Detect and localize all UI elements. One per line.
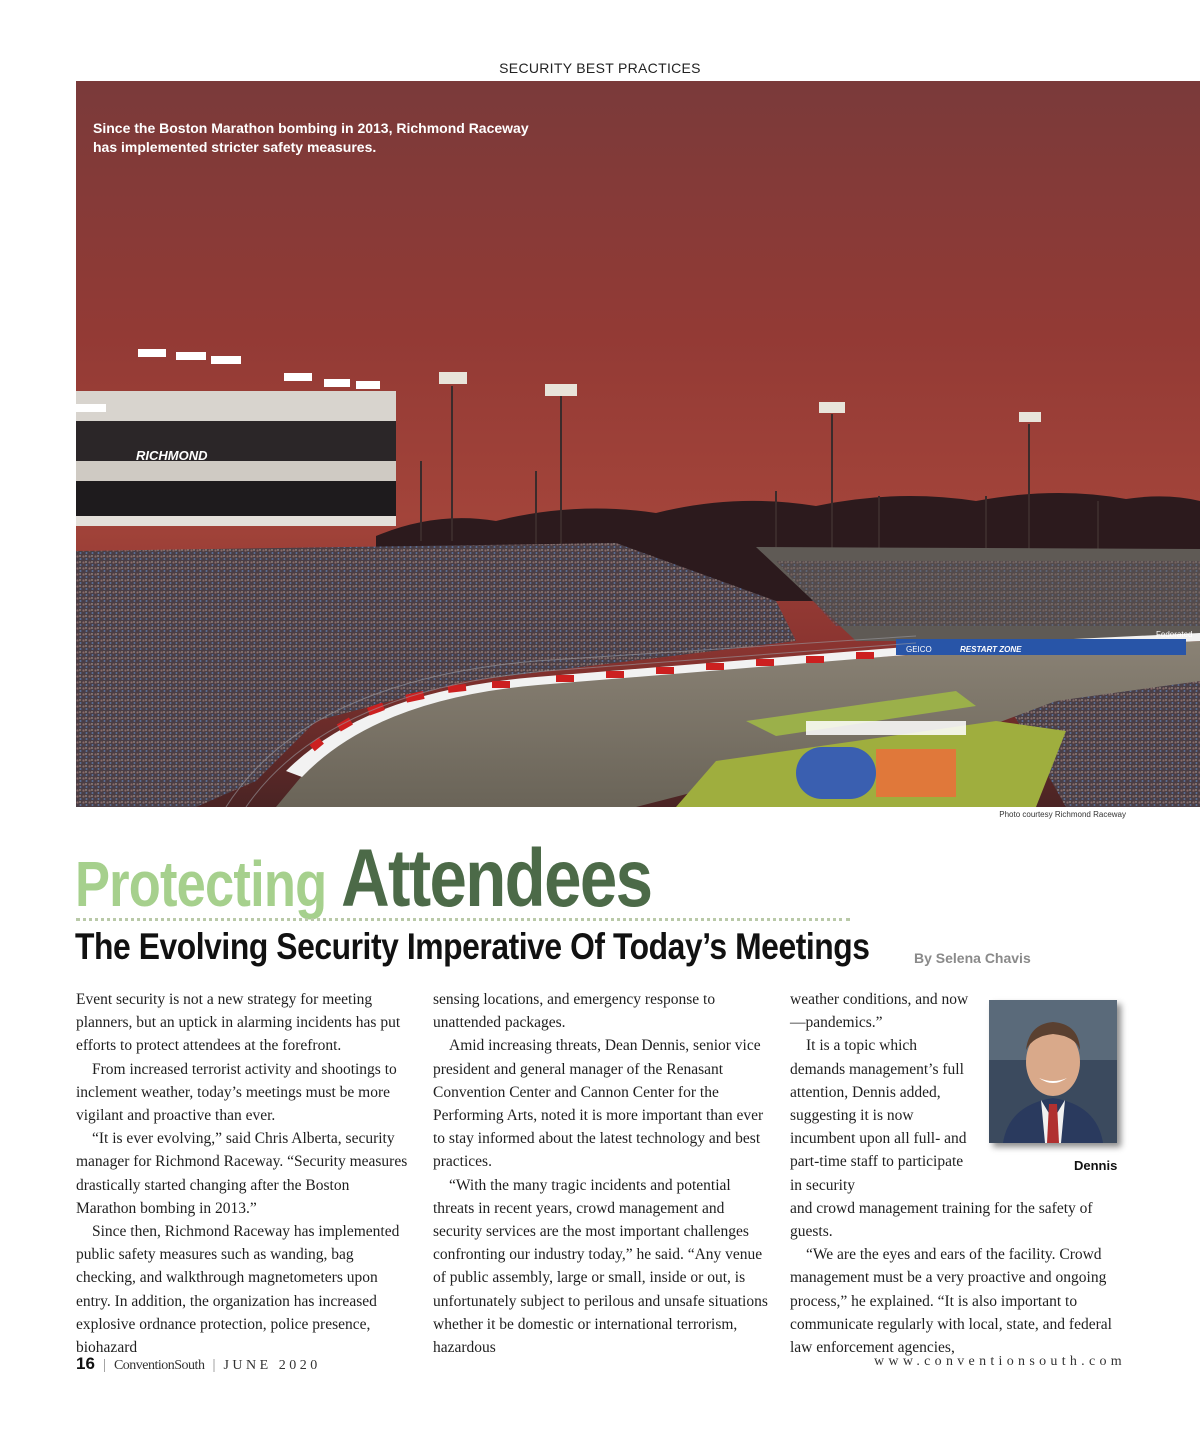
paragraph: “With the many tragic incidents and potential threats in recent years, crowd management and security services are the most important challenges confronting our industry today,” he said. “Any venue of public assembly, large or small, inside or out, is unfortunately subject to perilous and unsafe situations whether it be domestic or international terrorism, hazardous bbox=[433, 1176, 768, 1357]
paragraph: Amid increasing threats, Dean Dennis, senior vice president and general manager of the Renasant Convention Center and Cannon Center for the Performing Arts, noted it is more important than ever to stay informed about the latest technology and best practices. bbox=[433, 1037, 764, 1171]
footer-separator: | bbox=[212, 1357, 216, 1373]
headline-protecting: Protecting bbox=[75, 848, 327, 920]
hero-photo bbox=[76, 81, 1200, 807]
paragraph: sensing locations, and emergency response to unattended packages. bbox=[433, 991, 716, 1032]
hero-caption bbox=[93, 119, 593, 157]
footer-separator: | bbox=[102, 1357, 106, 1373]
paragraph: From increased terrorist activity and shootings to inclement weather, today’s meetings must be more vigilant and proactive than ever. bbox=[76, 1060, 397, 1125]
photo-credit: Photo courtesy Richmond Raceway bbox=[999, 810, 1126, 819]
dotted-divider bbox=[76, 918, 850, 921]
subheadline-text: The Evolving Security Imperative Of Today’s Meetings bbox=[75, 926, 870, 967]
hero-caption-line2: has implemented stricter safety measures. bbox=[93, 139, 377, 155]
hero-caption-line1: Since the Boston Marathon bombing in 2013, Richmond Raceway bbox=[93, 120, 529, 136]
federated-sign: Federated bbox=[1156, 630, 1193, 639]
portrait-caption: Dennis bbox=[1074, 1158, 1118, 1173]
footer-url: www.conventionsouth.com bbox=[874, 1354, 1126, 1369]
footer-left bbox=[76, 1354, 321, 1374]
raceway-illustration bbox=[76, 81, 1200, 807]
paragraph: “It is ever evolving,” said Chris Alberta, security manager for Richmond Raceway. “Security measures drastically started changing after the Boston Marathon bombing in 2013.” bbox=[76, 1130, 408, 1217]
dennis-portrait bbox=[989, 1000, 1117, 1143]
paragraph: It is a topic which demands management’s full attention, Dennis added, suggesting it is now incumbent upon all full- and part-time staff to participate in security bbox=[790, 1037, 967, 1194]
paragraph: Since then, Richmond Raceway has implemented public safety measures such as wanding, bag checking, and walkthrough magnetometers upon entry. In addition, the organization has increased explosive ordnance protection, police presence, biohazard bbox=[76, 1223, 400, 1357]
headline-attendees: Attendees bbox=[341, 833, 652, 924]
byline: By Selena Chavis bbox=[914, 950, 1031, 966]
restart-zone-sign: RESTART ZONE bbox=[960, 645, 1022, 654]
paragraph: Event security is not a new strategy for meeting planners, but an uptick in alarming incidents has put efforts to protect attendees at the forefront. bbox=[76, 991, 401, 1055]
article-column-2 bbox=[433, 988, 769, 1359]
magazine-name: ConventionSouth bbox=[113, 1358, 205, 1373]
portrait-illustration bbox=[989, 1000, 1117, 1143]
paragraph: and crowd management training for the safety of guests. bbox=[790, 1199, 1093, 1241]
issue-date: JUNE 2020 bbox=[223, 1358, 321, 1373]
richmond-sign: RICHMOND bbox=[136, 448, 208, 463]
geico-sign: GEICO bbox=[906, 645, 932, 654]
section-label: SECURITY BEST PRACTICES bbox=[499, 60, 701, 76]
article-column-1 bbox=[76, 988, 412, 1359]
paragraph: “We are the eyes and ears of the facility. Crowd management must be a very proactive and ongoing process,” he explained. “It is also important to communicate regularly with local, state, and federal law enforcement agencies, bbox=[790, 1246, 1112, 1357]
subheadline bbox=[75, 926, 999, 968]
paragraph: weather conditions, and now—pandemics.” bbox=[790, 991, 969, 1032]
page-number: 16 bbox=[76, 1354, 95, 1373]
headline bbox=[75, 832, 651, 926]
infield-logo bbox=[796, 721, 966, 799]
